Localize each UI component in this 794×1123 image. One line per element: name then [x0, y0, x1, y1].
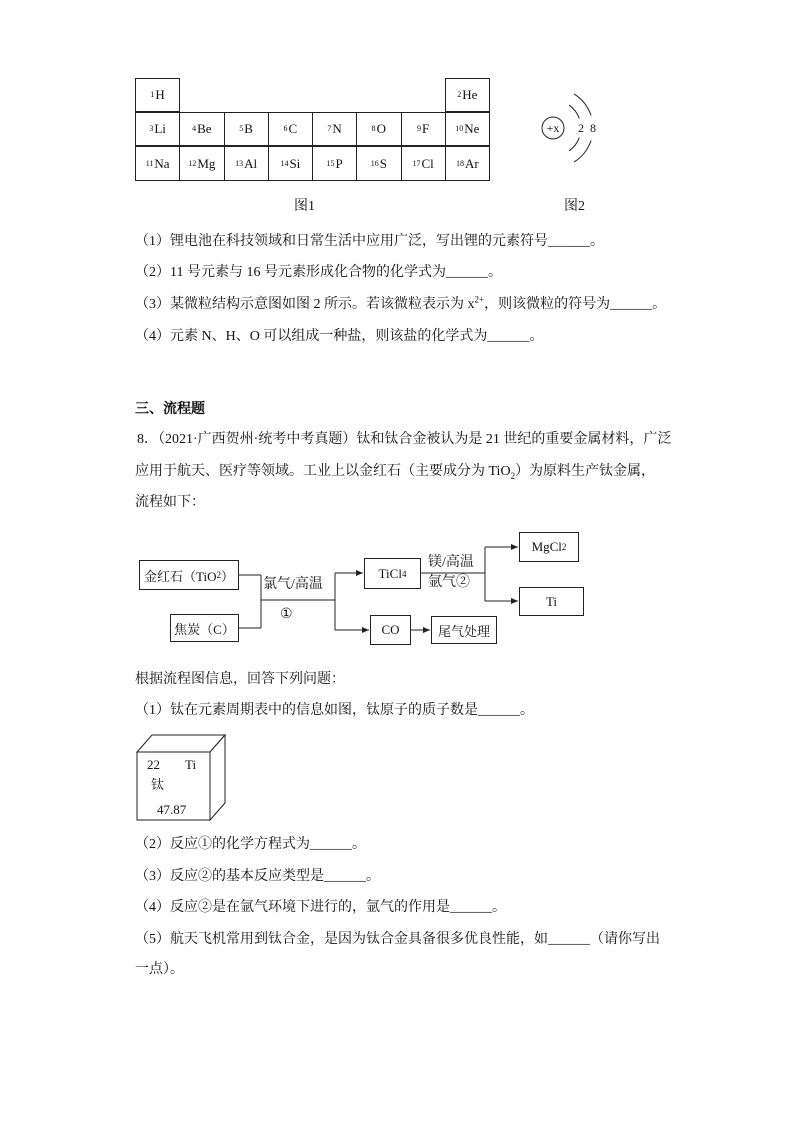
- rutile-box: 金红石（TiO 2 ）: [139, 560, 239, 590]
- question-text: ，则该微粒的符号为______。: [484, 297, 667, 312]
- box-text: MgCl: [531, 539, 562, 554]
- ticl4-box: TiCl 4: [364, 558, 421, 589]
- step-2-condition: 镁/高温: [428, 555, 474, 570]
- box-text: 金红石（TiO: [144, 568, 217, 584]
- question-8-part-4: （4）反应②是在氩气环境下进行的，氩气的作用是______。: [135, 900, 506, 915]
- element-symbol: Si: [289, 155, 301, 171]
- element-symbol: Ti: [185, 757, 197, 772]
- element-symbol: B: [244, 121, 253, 136]
- shell-1-electrons: 2: [578, 121, 584, 135]
- atomic-mass: 47.87: [157, 802, 187, 817]
- step-1-condition: 氯气/高温: [263, 577, 323, 592]
- element-cell-be: 4 Be: [179, 112, 224, 146]
- nucleus-charge: +x: [546, 121, 560, 135]
- element-cell-s: 16 S: [356, 146, 401, 181]
- periodic-table: [135, 78, 489, 181]
- element-symbol: Ne: [464, 121, 480, 136]
- element-symbol: Mg: [197, 155, 216, 171]
- element-cell-n: 7 N: [312, 112, 357, 146]
- formula-subscript: 2: [510, 470, 516, 481]
- question-8-stem-line-3: 流程如下：: [135, 495, 205, 510]
- exhaust-treatment-box: 尾气处理: [431, 616, 497, 644]
- question-8-part-3: （3）反应②的基本反应类型是______。: [135, 869, 380, 884]
- question-8-part-2: （2）反应①的化学方程式为______。: [135, 837, 366, 852]
- section-heading: 三、流程题: [135, 402, 205, 417]
- element-cell-c: 6 C: [268, 112, 313, 146]
- step-2-label: 氩气②: [428, 575, 470, 590]
- question-7-part-2: （2）11 号元素与 16 号元素形成化合物的化学式为______。: [135, 265, 502, 280]
- element-symbol: F: [422, 121, 430, 136]
- question-7-part-3: [135, 295, 666, 315]
- element-symbol: Na: [154, 155, 170, 171]
- element-symbol: H: [155, 87, 165, 102]
- element-cell-p: 15 P: [312, 146, 357, 181]
- element-cell-ne: 10 Ne: [445, 112, 490, 146]
- figure-1-caption: 图1: [294, 199, 315, 214]
- shell-1-upper-arc: [569, 105, 579, 118]
- ti-box: Ti: [519, 587, 584, 616]
- question-8-prompt: 根据流程图信息，回答下列问题：: [135, 672, 345, 687]
- element-symbol: S: [379, 155, 387, 171]
- shell-1-lower-arc: [569, 138, 579, 151]
- atomic-number: 22: [147, 757, 160, 772]
- element-cell-he: 2 He: [445, 78, 490, 112]
- element-cell-ar: 18 Ar: [445, 146, 490, 181]
- element-cell-b: 5 B: [224, 112, 269, 146]
- element-symbol: P: [335, 155, 343, 171]
- element-cell-h: 1 H: [135, 78, 180, 112]
- question-7-part-4: （4）元素 N、H、O 可以组成一种盐，则该盐的化学式为______。: [135, 329, 544, 344]
- question-text: （3）某微粒结构示意图如图 2 所示。若该微粒表示为 x: [135, 297, 475, 312]
- element-symbol: Ar: [465, 155, 479, 171]
- element-symbol: Al: [244, 155, 258, 171]
- element-cell-si: 14 Si: [268, 146, 313, 181]
- question-8-part-1: （1）钛在元素周期表中的信息如图，钛原子的质子数是______。: [135, 703, 534, 718]
- element-symbol: C: [288, 121, 298, 136]
- element-symbol: Be: [197, 121, 212, 136]
- element-symbol: N: [332, 121, 342, 136]
- question-8-part-5-line-2: 一点）。: [135, 962, 184, 977]
- element-cell-li: 3 Li: [135, 112, 180, 146]
- box-text: ）: [220, 568, 234, 584]
- element-cell-mg: 12 Mg: [179, 146, 224, 181]
- mgcl2-box: MgCl 2: [519, 532, 579, 562]
- question-7-part-1: （1）锂电池在科技领域和日常生活中应用广泛，写出锂的元素符号______。: [135, 234, 604, 249]
- element-symbol: O: [376, 121, 387, 136]
- question-8-stem-line-2: [135, 462, 655, 482]
- element-cell-f: 9 F: [401, 112, 446, 146]
- particle-structure-diagram: [530, 90, 610, 166]
- step-1-label: ①: [280, 607, 293, 622]
- element-cell-o: 8 O: [356, 112, 401, 146]
- element-cell-na: 11 Na: [135, 146, 180, 181]
- charge-superscript: 2+: [474, 294, 485, 305]
- co-box: CO: [370, 615, 411, 645]
- shell-2-electrons: 8: [590, 121, 596, 135]
- question-text: 应用于航天、医疗等领域。工业上以金红石（主要成分为 TiO: [135, 464, 511, 479]
- element-symbol: He: [462, 87, 478, 102]
- element-cell-al: 13 Al: [224, 146, 269, 181]
- question-text: ）为原料生产钛金属，: [515, 464, 656, 479]
- element-cell-cl: 17 Cl: [401, 146, 446, 181]
- element-symbol: Li: [154, 121, 166, 136]
- figure-2-caption: 图2: [564, 199, 585, 214]
- question-8-part-5-line-1: （5）航天飞机常用到钛合金，是因为钛合金具备很多优良性能，如______（请你写出: [135, 932, 660, 947]
- question-8-stem-line-1: 8．（2021·广西贺州·统考中考真题）钛和钛合金被认为是 21 世纪的重要金属材料，广泛: [137, 432, 672, 447]
- box-text: TiCl: [378, 565, 402, 581]
- element-name: 钛: [151, 777, 165, 792]
- element-symbol: Cl: [421, 155, 434, 171]
- coke-box: 焦炭（C）: [170, 614, 239, 642]
